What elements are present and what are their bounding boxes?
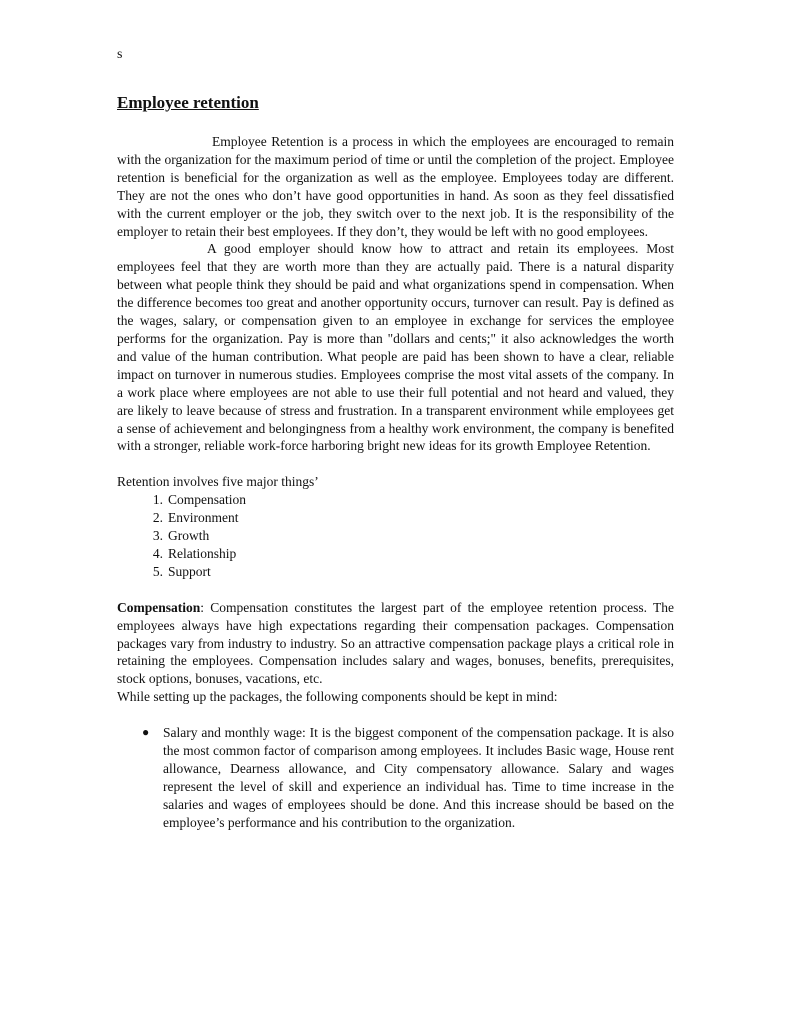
list-number: 2.	[152, 510, 163, 526]
retention-list	[117, 491, 674, 581]
list-number: 3.	[152, 528, 163, 544]
list-number: 5.	[152, 563, 163, 579]
intro-paragraph: Employee Retention is a process in which the employees are encouraged to remain with the organization for the maximum period of time or until the completion of the project. Employee retention is beneficial for the organization as well as the employee. Employees today are different. They are not the ones who don’t have good opportunities in hand. As soon as they feel dissatisfied with the current employer or the job, they switch over to the next job. It is the responsibility of the employer to retain their best employees. If they don’t, they would be left with no good employees.	[117, 134, 674, 239]
list-item	[117, 724, 674, 831]
list-item	[117, 509, 674, 527]
header-mark: s	[117, 47, 123, 62]
list-item-text: Compensation	[168, 492, 246, 508]
components-list	[117, 724, 674, 831]
compensation-heading: Compensation	[117, 599, 201, 615]
list-item-text: Growth	[168, 528, 210, 544]
page-title: Employee retention	[117, 93, 259, 112]
bullet-icon: ●	[142, 725, 150, 740]
packages-intro: While setting up the packages, the following components should be kept in mind:	[117, 689, 558, 705]
list-item	[117, 491, 674, 509]
list-number: 1.	[152, 492, 163, 508]
retention-intro: Retention involves five major things’	[117, 474, 319, 490]
employer-paragraph: A good employer should know how to attract and retain its employees. Most employees feel that they are worth more than they are actually paid. There is a natural disparity between what people think they should be paid and what organizations spend in compensation. When the difference becomes too great and another opportunity occurs, turnover can result. Pay is defined as the wages, salary, or compensation given to an employee in exchange for services the employee performs for the organization. Pay is more than "dollars and cents;" it also acknowledges the worth and value of the human contribution. What people are paid has been shown to have a clear, reliable impact on turnover in numerous studies. Employees comprise the most vital assets of the company. In a work place where employees are not able to use their full potential and not heard and valued, they are likely to leave because of stress and frustration. In a transparent environment while employees get a sense of achievement and belongingness from a healthy work environment, the company is benefited with a stronger, reliable work-force harboring bright new ideas for its growth Employee Retention.	[117, 241, 674, 454]
list-item	[117, 545, 674, 563]
list-item-text: Environment	[168, 510, 239, 526]
list-number: 4.	[152, 545, 163, 561]
component-text: Salary and monthly wage: It is the biggest component of the compensation package. It is also the most common factor of comparison among employees. It includes Basic wage, House rent allowance, Dearness allowance, and City compensatory allowance. Salary and wages represent the level of skill and experience an individual has. Time to time increase in the salaries and wages of employees should be done. And this increase should be based on the employee’s performance and his contribution to the organization.	[163, 725, 674, 830]
document-body	[117, 133, 674, 832]
compensation-text: : Compensation constitutes the largest part of the employee retention process. The employees always have high expectations regarding their compensation packages. Compensation packages vary from industry to industry. So an attractive compensation package plays a critical role in retaining the employees. Compensation includes salary and wages, bonuses, benefits, prerequisites, stock options, bonuses, vacations, etc.	[117, 599, 674, 687]
list-item-text: Support	[168, 563, 211, 579]
list-item	[117, 563, 674, 581]
list-item-text: Relationship	[168, 545, 237, 561]
list-item	[117, 527, 674, 545]
compensation-paragraph	[117, 599, 674, 689]
